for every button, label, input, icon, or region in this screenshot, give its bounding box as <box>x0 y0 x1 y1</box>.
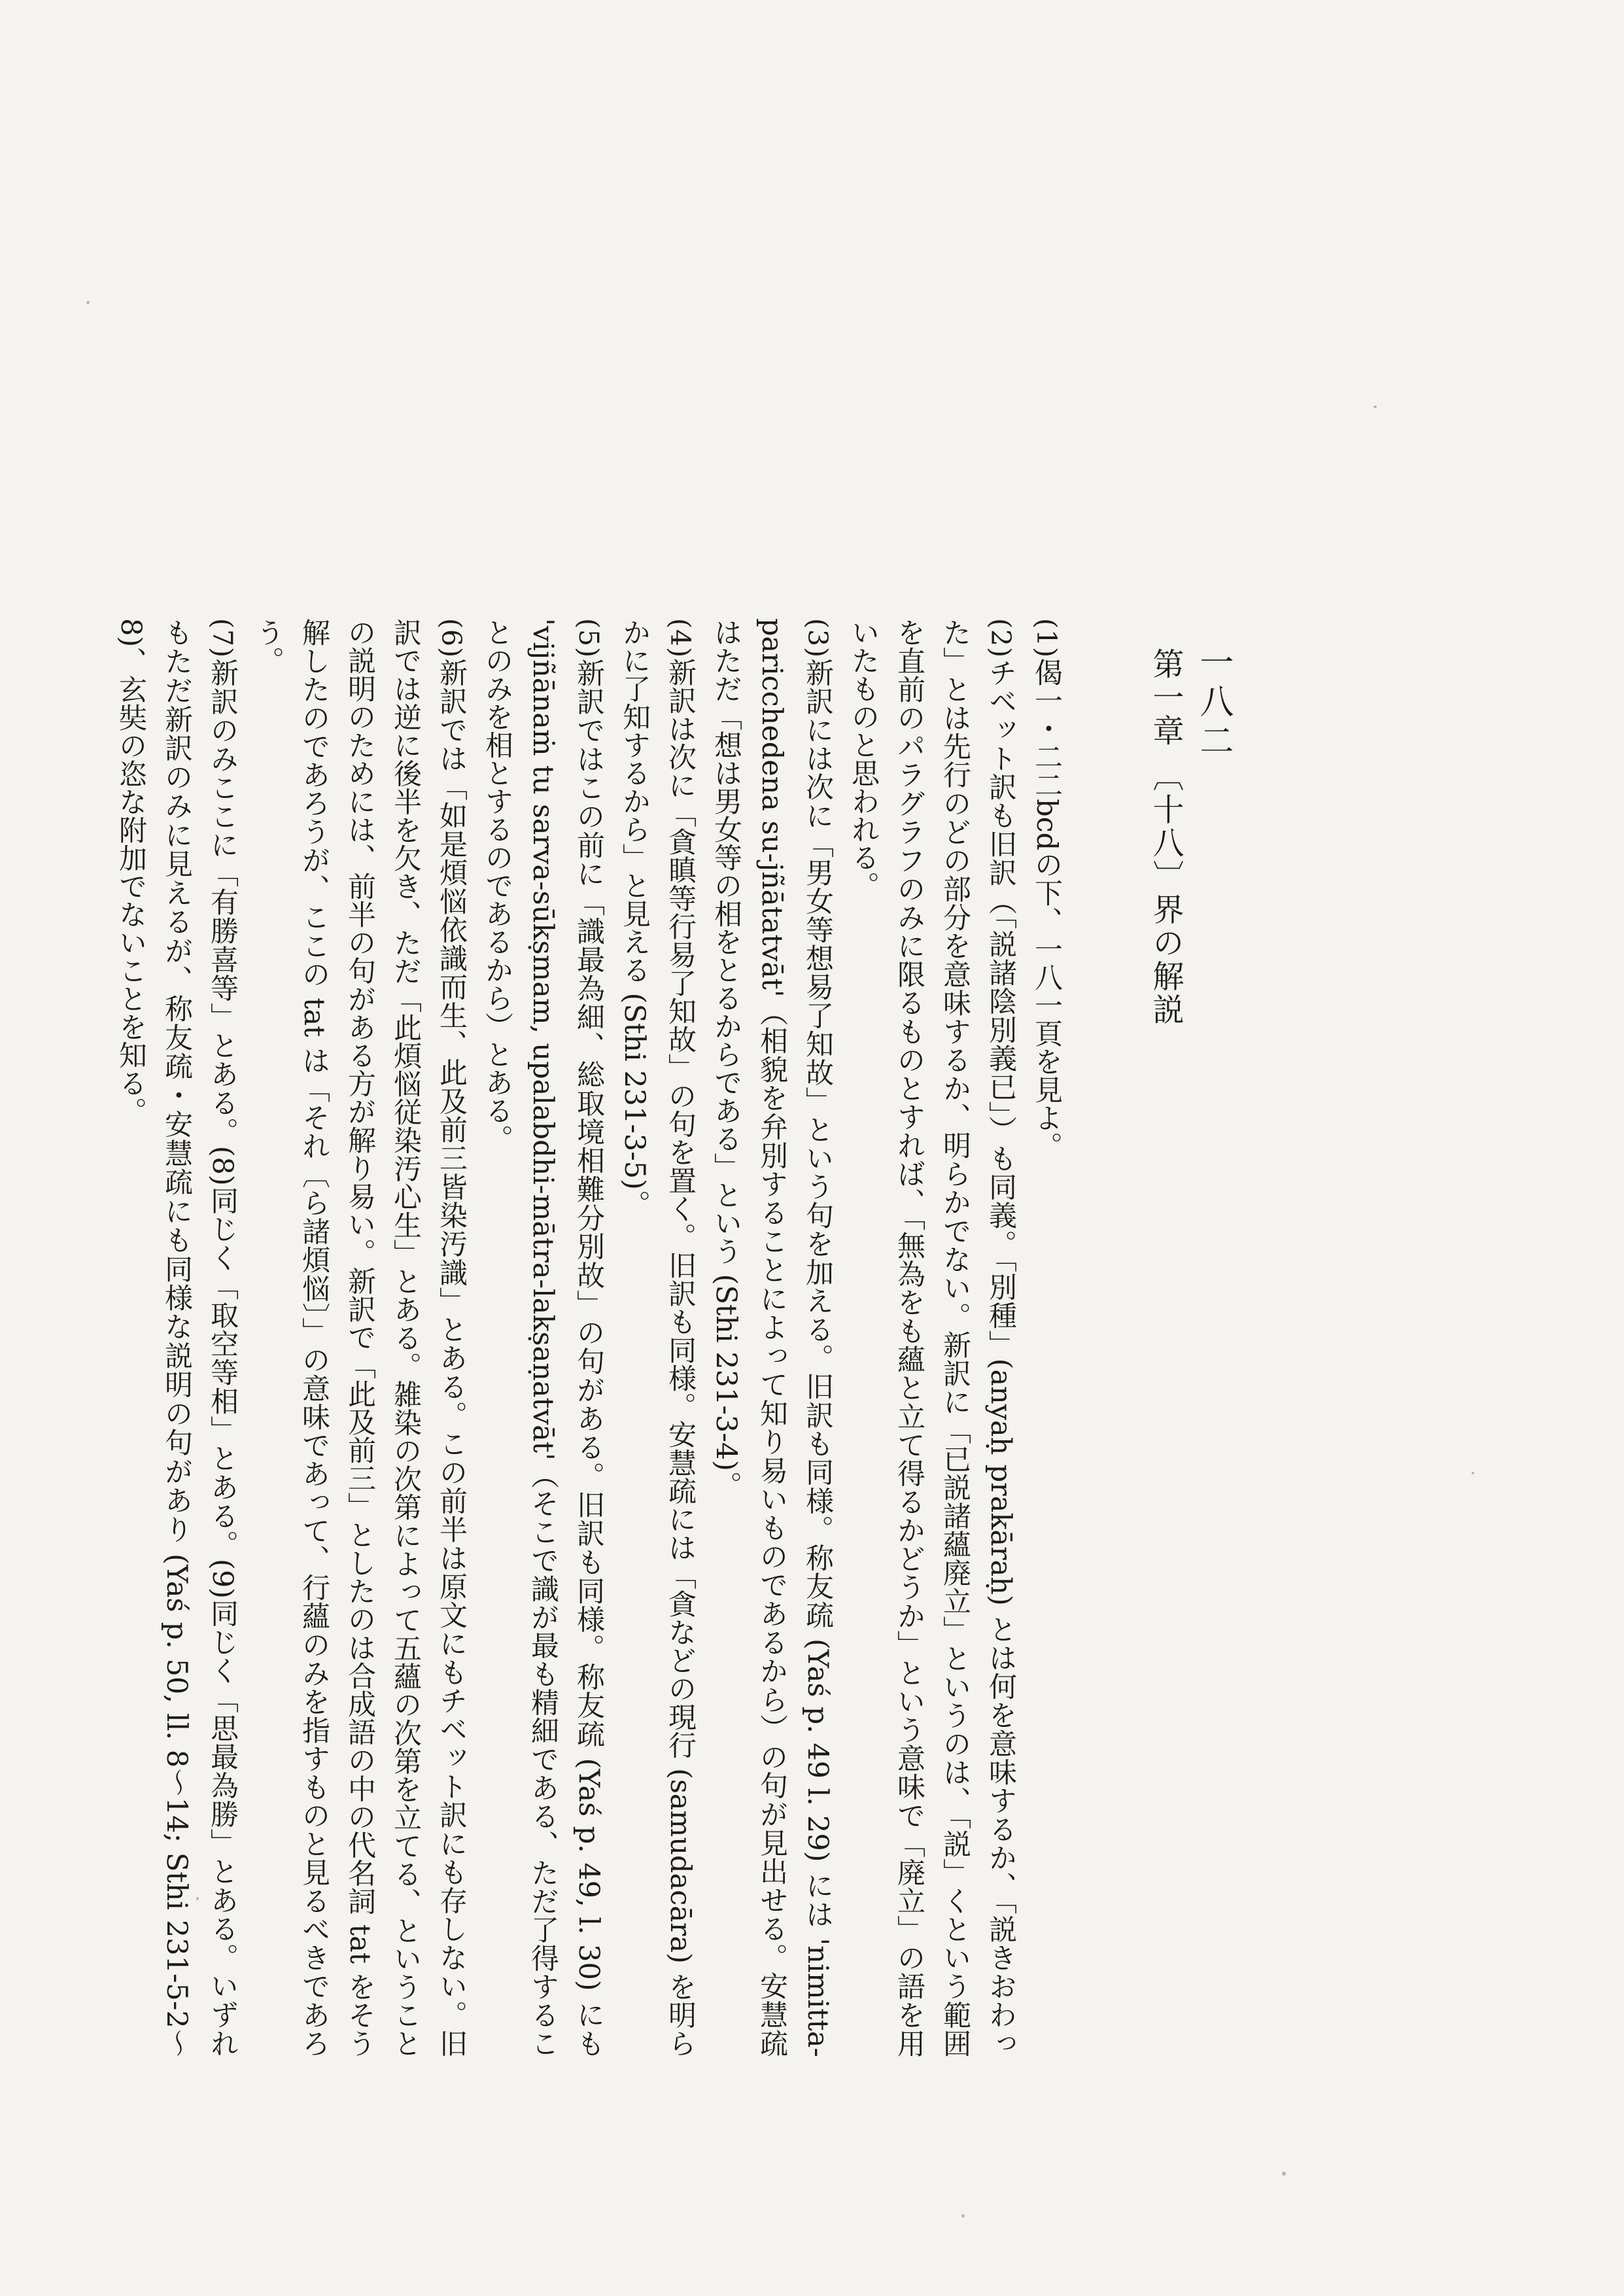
note-6 <box>245 618 474 2057</box>
note-1 <box>1024 618 1069 2057</box>
note-text: 新訳のみここに「有勝喜等」とある。(8)同じく「取空等相」とある。(9)同じく「思最為勝」とある。いずれもただ新訳のみに見えるが、称友疏・安慧疏にも同様な説明の句があり (Yaś p. 50, ll. 8〜14; Sthi 231-5-2〜8)、玄奘の恣な附加でないことを知る。 <box>114 618 239 2057</box>
note-3 <box>703 618 840 2057</box>
note-text: 新訳では「如是煩悩依識而生、此及前三皆染汚識」とある。この前半は原文にもチベット訳にも存しない。旧訳では逆に後半を欠き、ただ「此煩悩従染汚心生」とある。雑染の次第によって五蘊の次第を立てる、ということの説明のためには、前半の句がある方が解り易い。新訳で「此及前三」としたのは合成語の中の代名詞 tat をそう解したのであろうが、ここの tat は「それ〔ら諸煩悩〕」の意味であって、行蘊のみを指すものと見るべきであろう。 <box>252 618 468 2058</box>
notes-body <box>114 618 1069 2058</box>
paper-speck <box>86 301 90 304</box>
note-text: 偈一・二二bcdの下、一八一頁を見よ。 <box>1030 658 1063 1160</box>
paper-speck <box>1282 2172 1286 2176</box>
note-number: (2) <box>985 618 1016 659</box>
note-number: (5) <box>573 618 604 659</box>
note-number: (3) <box>802 618 833 659</box>
note-text: 新訳は次に「貪瞋等行易了知故」の句を置く。旧訳も同様。安慧疏には「貪などの現行 (samudacāra) を明らかに了知するから」と見える (Sthi 231-3-5)。 <box>618 618 697 2057</box>
note-number: (4) <box>665 618 696 659</box>
note-2 <box>840 618 1024 2057</box>
page-number: 一八二 <box>1194 644 1233 762</box>
note-number: (6) <box>436 618 467 659</box>
paper-speck <box>1472 1472 1474 1474</box>
note-text: チベット訳も旧訳（「説諸陰別義已」）も同義。「別種」(anyaḥ prakāraḥ) とは何を意味するか、「説きおわった」とは先行のどの部分を意味するか、明らかでない。新訳に「已説諸蘊廃立」というのは、「説」くという範囲を直前のパラグラフのみに限るものとすれば、「無為をも蘊と立て得るかどうか」という意味で「廃立」の語を用いたものと思われる。 <box>847 618 1017 2057</box>
note-number: (7) <box>207 618 238 659</box>
paper-speck <box>961 2214 965 2218</box>
note-text: 新訳ではこの前に「識最為細、総取境相難分別故」の句がある。旧訳も同様。称友疏 (Yaś p. 49, l. 30) にも 'vijñānaṁ tu sarva-sūkṣmam, upalabdhi-mātra-lakṣaṇatvāt'（そこで識が最も精細である、ただ了得することのみを相とするのであるから）とある。 <box>481 618 605 2057</box>
note-4 <box>612 618 703 2057</box>
note-number: (1) <box>1031 618 1062 659</box>
note-text: 新訳には次に「男女等想易了知故」という句を加える。旧訳も同様。称友疏 (Yaś p. 49 l. 29) には 'nimitta-paricchedena su-jñātatvāt'（相貌を弁別することによって知り易いものであるから）の句が見出せる。安慧疏はただ「想は男女等の相をとるからである」という (Sthi 231-3-4)。 <box>710 618 834 2057</box>
paper-speck <box>1373 406 1377 408</box>
note-7 <box>108 618 245 2057</box>
chapter-heading: 第一章 〔十八〕界の解説 <box>1147 648 1184 1027</box>
note-5 <box>474 618 612 2057</box>
